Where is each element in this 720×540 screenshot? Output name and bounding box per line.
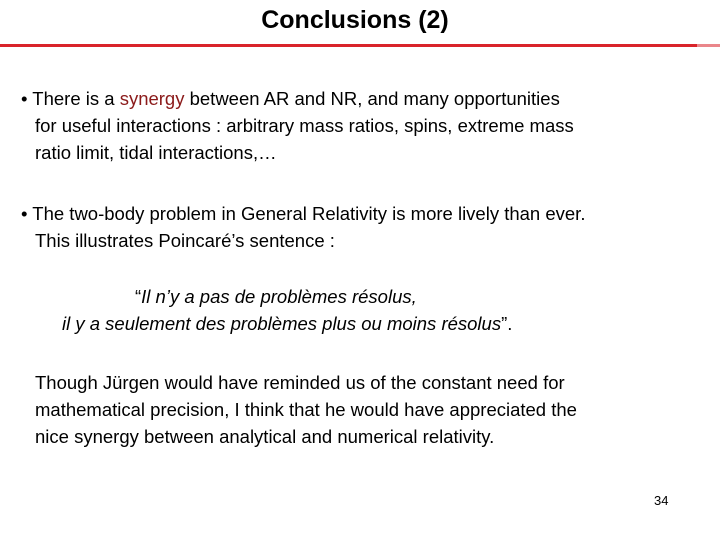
poincare-quote bbox=[62, 283, 512, 337]
bullet-two-body-line-2: This illustrates Poincaré’s sentence : bbox=[35, 230, 335, 251]
synergy-highlight: synergy bbox=[119, 88, 185, 109]
bullet-two-body bbox=[21, 200, 585, 254]
closing-line-2: mathematical precision, I think that he would have appreciated the bbox=[35, 399, 577, 420]
bullet-synergy-line-2: for useful interactions : arbitrary mass ratios, spins, extreme mass bbox=[35, 115, 574, 136]
bullet-synergy-line-1: • There is a synergy between AR and NR, and many opportunities bbox=[21, 88, 560, 109]
bullet-synergy bbox=[21, 85, 574, 166]
closing-line-1: Though Jürgen would have reminded us of the constant need for bbox=[35, 372, 565, 393]
quote-line-2: il y a seulement des problèmes plus ou moins résolus”. bbox=[62, 313, 513, 334]
bullet-two-body-line-1: • The two-body problem in General Relativity is more lively than ever. bbox=[21, 203, 586, 224]
closing-line-3: nice synergy between analytical and numerical relativity. bbox=[35, 426, 495, 447]
title-underline bbox=[0, 44, 697, 47]
page-number: 34 bbox=[654, 493, 669, 508]
bullet-synergy-line-3: ratio limit, tidal interactions,… bbox=[35, 142, 277, 163]
closing-paragraph bbox=[35, 369, 577, 450]
quote-line-1: “Il n’y a pas de problèmes résolus, bbox=[135, 286, 417, 307]
slide-title: Conclusions (2) bbox=[261, 6, 449, 34]
title-underline-fade bbox=[697, 44, 720, 47]
